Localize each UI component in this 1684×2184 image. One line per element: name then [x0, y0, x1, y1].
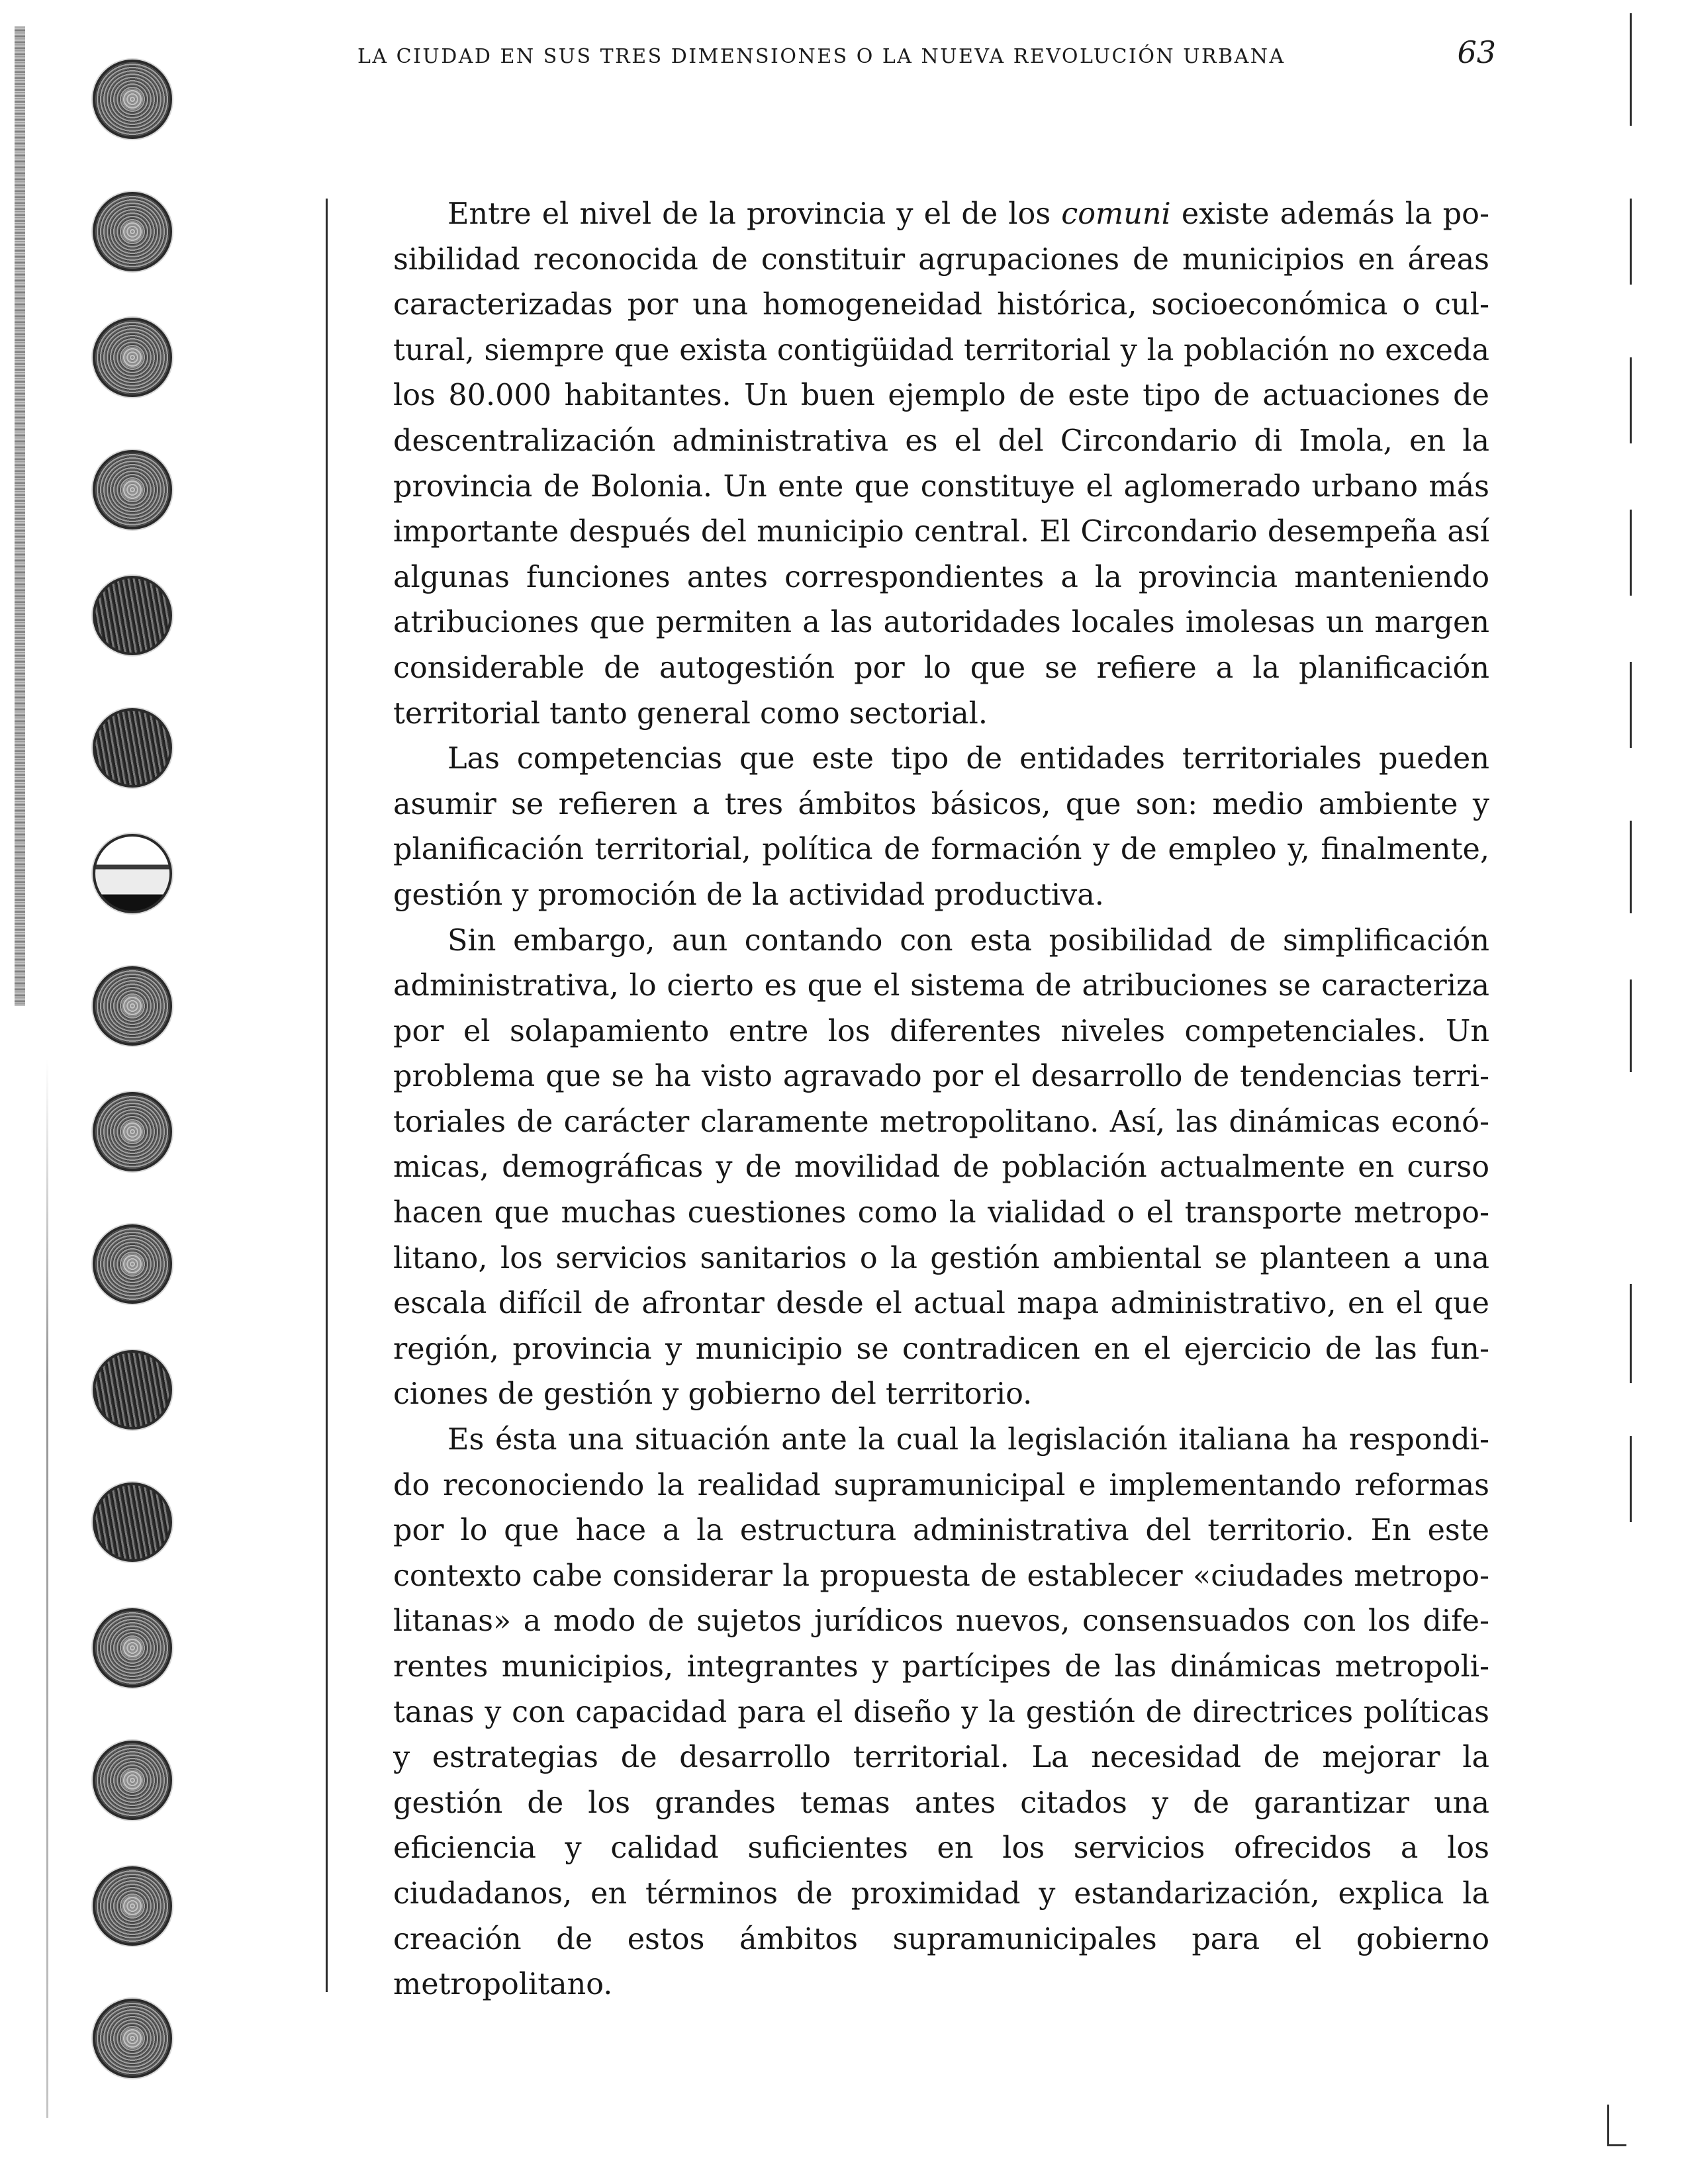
- punch-hole-open: [93, 834, 172, 913]
- punch-hole: [93, 966, 172, 1046]
- margin-tick: [1630, 199, 1632, 285]
- page-number: 63: [1457, 34, 1496, 70]
- italic-term: comuni: [1061, 197, 1171, 231]
- margin-tick: [1630, 1436, 1632, 1522]
- punch-hole: [93, 1224, 172, 1304]
- paragraph-1-text-end: existe además la posibilidad reconocida de constituir agrupaciones de municipios en áreas caracterizadas por una homogeneidad histórica, socioeconómica o cultural, siempre que exista contigüidad territorial y la población no exceda los 80.000 habitantes. Un buen ejemplo de este tipo de actuaciones de descentralización administrativa es el del Circondario di Imola, en la provincia de Bolonia. Un ente que constituye el aglomerado urbano más importante después del municipio central. El Circondario desempeña así algunas funciones antes correspondientes a la provincia manteniendo atribuciones que permiten a las autoridades locales imolesas un margen considerable de autogestión por lo que se refiere a la planificación territorial tanto general como sectorial.: [393, 197, 1489, 731]
- punch-hole: [93, 60, 172, 139]
- binding-edge: [15, 26, 25, 1006]
- body-text: [393, 192, 1489, 2005]
- punch-hole: [93, 1350, 172, 1430]
- punch-hole: [93, 1608, 172, 1688]
- paragraph-3: Sin embargo, aun contando con esta posibilidad de simplificación administrativa, lo cierto es que el sistema de atribuciones se caracteriza por el solapamiento entre los diferentes niveles competenciales. Un problema que se ha visto agravado por el desarrollo de tendencias territoriales de carácter claramente metropolitano. Así, las dinámicas económicas, demográficas y de movilidad de población actualmente en curso hacen que muchas cuestiones como la vialidad o el transporte metropolitano, los servicios sanitarios o la gestión ambiental se planteen a una escala difícil de afrontar desde el actual mapa administrativo, en el que región, provincia y municipio se contradicen en el ejercicio de las funciones de gestión y gobierno del territorio.: [393, 923, 1489, 1412]
- punch-hole: [93, 1999, 172, 2078]
- margin-tick: [1630, 357, 1632, 443]
- punch-hole: [93, 1482, 172, 1562]
- margin-tick: [1630, 510, 1632, 596]
- paragraph-1: [393, 192, 1489, 737]
- margin-tick: [1630, 662, 1632, 748]
- punch-hole: [93, 1092, 172, 1171]
- margin-rule: [326, 199, 328, 1992]
- punch-hole: [93, 318, 172, 397]
- punch-hole: [93, 1741, 172, 1820]
- margin-tick: [1630, 821, 1632, 913]
- corner-mark: [1607, 2105, 1626, 2146]
- page-header: [357, 34, 1496, 74]
- margin-tick: [1630, 1284, 1632, 1383]
- punch-hole: [93, 576, 172, 655]
- margin-tick: [1630, 13, 1632, 126]
- paragraph-2: Las competencias que este tipo de entidades territoriales pueden asumir se refieren a tres ámbitos básicos, que son: medio ambiente y planificación territorial, política de formación y de empleo y, finalmente, gestión y promoción de la actividad productiva.: [393, 742, 1489, 912]
- binding-shadow-line: [46, 1059, 48, 2118]
- running-head: LA CIUDAD EN SUS TRES DIMENSIONES O LA NUEVA REVOLUCIÓN URBANA: [357, 45, 1286, 68]
- punch-hole: [93, 192, 172, 271]
- margin-tick: [1630, 979, 1632, 1072]
- punch-hole: [93, 708, 172, 788]
- paragraph-4: Es ésta una situación ante la cual la legislación italiana ha respondido reconociendo la realidad supramunicipal e implementando reformas por lo que hace a la estructura administrativa del territorio. En este contexto cabe considerar la propuesta de establecer «ciudades metropolitanas» a modo de sujetos jurídicos nuevos, consensuados con los diferentes municipios, integrantes y partícipes de las dinámicas metropolitanas y con capacidad para el diseño y la gestión de directrices políticas y estrategias de desarrollo territorial. La necesidad de mejorar la gestión de los grandes temas antes citados y de garantizar una eficiencia y calidad suficientes en los servicios ofrecidos a los ciudadanos, en términos de proximidad y estandarización, explica la creación de estos ámbitos supramunicipales para el gobierno metropolitano.: [393, 1423, 1489, 2002]
- punch-hole: [93, 1866, 172, 1946]
- punch-hole: [93, 450, 172, 529]
- paragraph-1-text-start: Entre el nivel de la provincia y el de los: [447, 197, 1062, 231]
